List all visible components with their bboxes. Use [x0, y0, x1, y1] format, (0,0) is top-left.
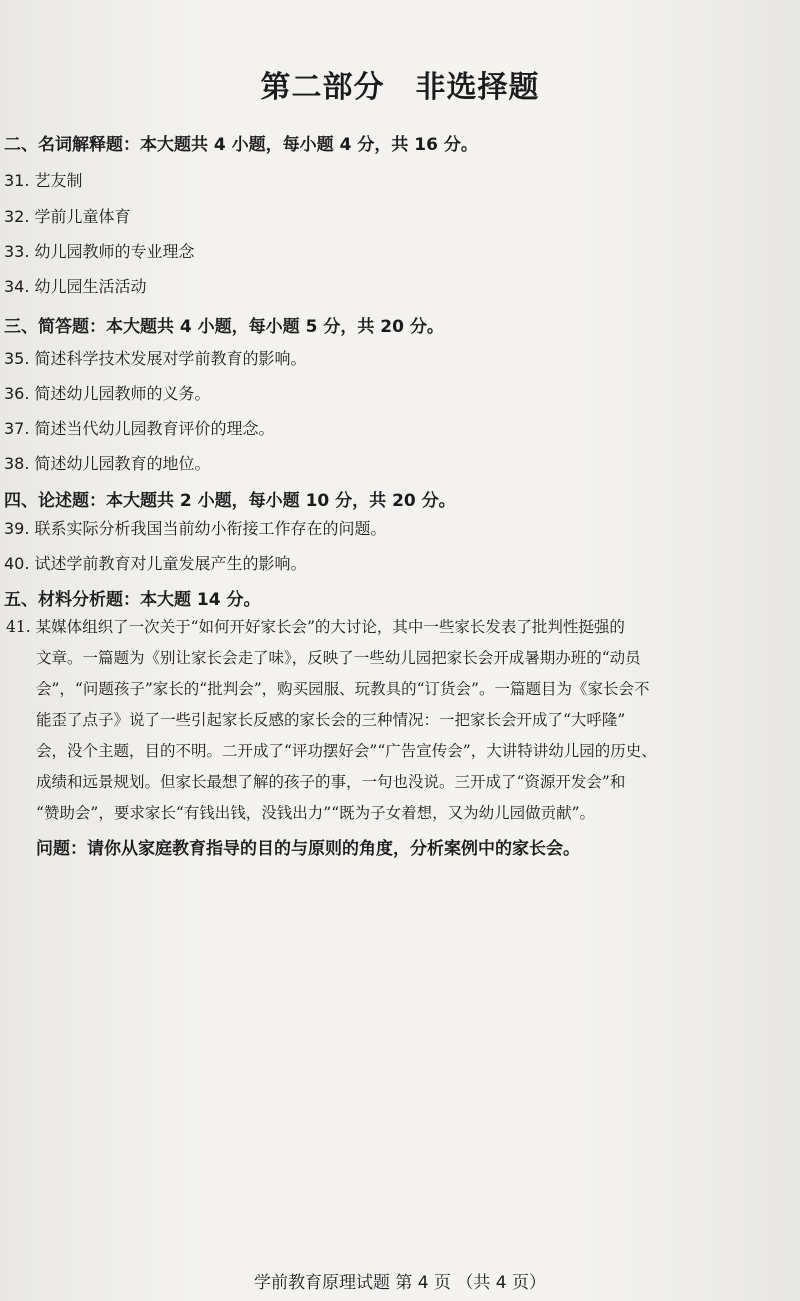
- material-line: 41. 某媒体组织了一次关于“如何开好家长会”的大讨论，其中一些家长发表了批判性挺强的: [6, 618, 625, 636]
- question-item: 37. 简述当代幼儿园教育评价的理念。: [4, 419, 275, 438]
- material-question: 问题：请你从家庭教育指导的目的与原则的角度，分析案例中的家长会。: [36, 839, 580, 859]
- page-title: 第二部分 非选择题: [260, 70, 540, 105]
- question-item: 31. 艺友制: [4, 171, 83, 190]
- question-item: 33. 幼儿园教师的专业理念: [4, 242, 195, 261]
- section-heading: 五、材料分析题：本大题 14 分。: [4, 590, 261, 610]
- question-item: 32. 学前儿童体育: [4, 207, 131, 226]
- material-line: 成绩和远景规划。但家长最想了解的孩子的事，一句也没说。三开成了“资源开发会”和: [36, 773, 626, 791]
- question-item: 40. 试述学前教育对儿童发展产生的影响。: [4, 554, 307, 573]
- section-heading: 三、简答题：本大题共 4 小题，每小题 5 分，共 20 分。: [4, 317, 444, 337]
- question-item: 39. 联系实际分析我国当前幼小衔接工作存在的问题。: [4, 519, 387, 538]
- material-line: 会，没个主题，目的不明。二开成了“评功摆好会”“广告宣传会”，大讲特讲幼儿园的历史、: [36, 742, 657, 760]
- question-item: 36. 简述幼儿园教师的义务。: [4, 384, 211, 403]
- question-item: 34. 幼儿园生活活动: [4, 277, 147, 296]
- section-heading: 四、论述题：本大题共 2 小题，每小题 10 分，共 20 分。: [4, 491, 456, 511]
- material-line: 文章。一篇题为《别让家长会走了味》，反映了一些幼儿园把家长会开成暑期办班的“动员: [36, 649, 641, 667]
- material-line: 会”，“问题孩子”家长的“批判会”，购买园服、玩教具的“订货会”。一篇题目为《家长会不: [36, 680, 650, 698]
- question-item: 35. 简述科学技术发展对学前教育的影响。: [4, 349, 307, 368]
- page-footer: 学前教育原理试题 第 4 页 （共 4 页）: [253, 1273, 547, 1293]
- material-line: 能歪了点子》说了一些引起家长反感的家长会的三种情况：一把家长会开成了“大呼隆”: [36, 711, 626, 729]
- question-item: 38. 简述幼儿园教育的地位。: [4, 454, 211, 473]
- section-heading: 二、名词解释题：本大题共 4 小题，每小题 4 分，共 16 分。: [4, 135, 478, 155]
- material-line: “赞助会”，要求家长“有钱出钱，没钱出力”“既为子女着想，又为幼儿园做贡献”。: [36, 804, 596, 822]
